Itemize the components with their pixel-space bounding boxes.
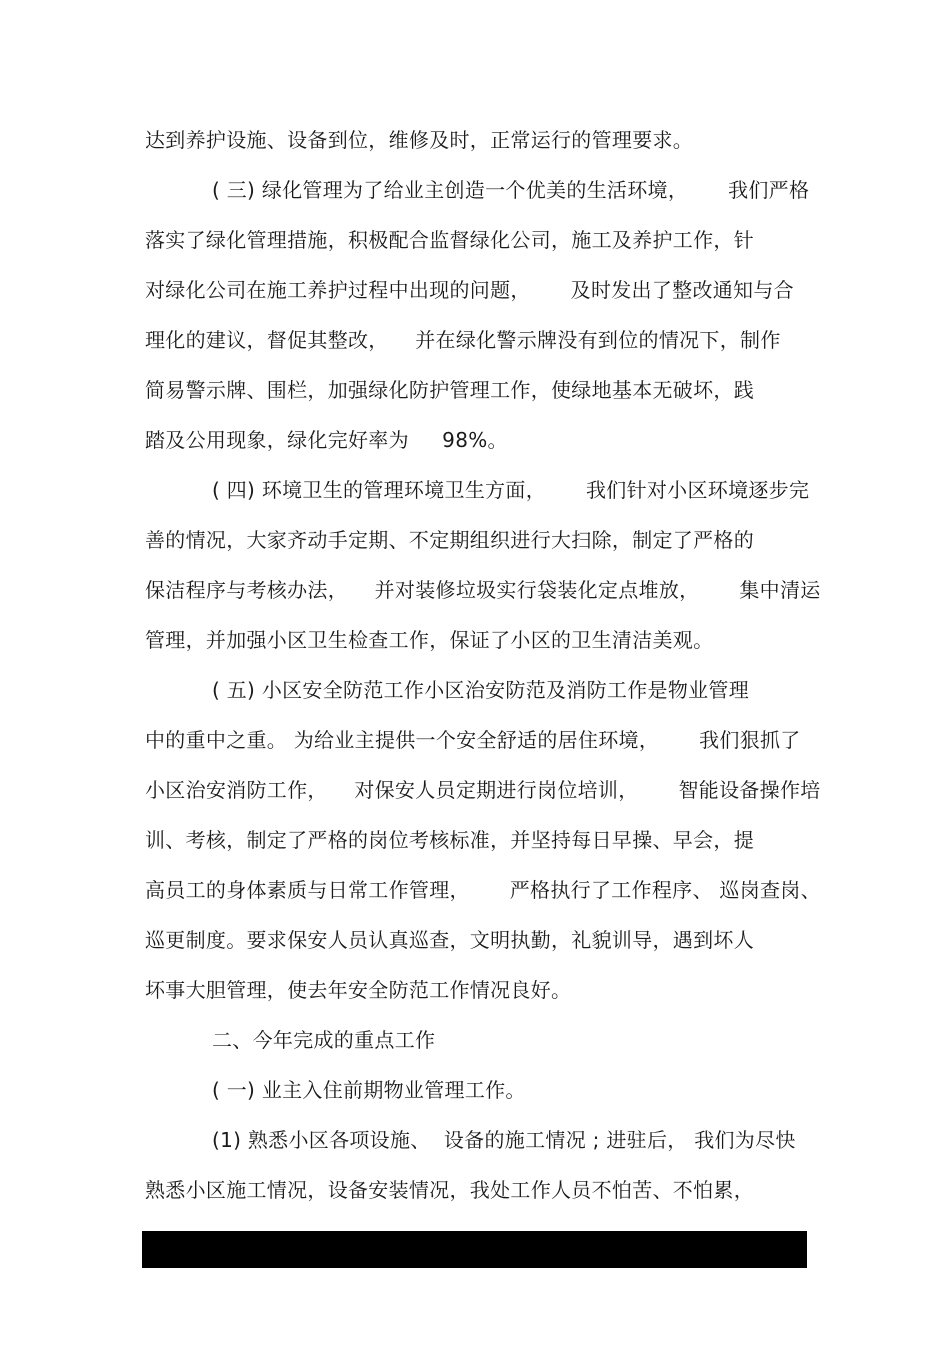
text-line-6: 简易警示牌、围栏，加强绿化防护管理工作，使绿地基本无破坏，践	[145, 378, 754, 402]
text-line-16: 高员工的身体素质与日常工作管理， 严格执行了工作程序、 巡岗查岗、	[145, 878, 821, 902]
text-line-5: 理化的建议，督促其整改， 并在绿化警示牌没有到位的情况下，制作	[145, 328, 781, 352]
text-line-18: 坏事大胆管理，使去年安全防范工作情况良好。	[145, 978, 572, 1002]
text-line-4: 对绿化公司在施工养护过程中出现的问题， 及时发出了整改通知与合	[145, 278, 794, 302]
text-line-10: 保洁程序与考核办法， 并对装修垃圾实行袋装化定点堆放， 集中清运	[145, 578, 821, 602]
text-line-15: 训、考核，制定了严格的岗位考核标准，并坚持每日早操、早会，提	[145, 828, 754, 852]
text-line-1: 达到养护设施、设备到位，维修及时，正常运行的管理要求。	[145, 128, 694, 152]
text-line-21: (1) 熟悉小区各项设施、 设备的施工情况 ; 进驻后， 我们为尽快	[212, 1128, 796, 1152]
text-line-20: ( 一) 业主入住前期物业管理工作。	[212, 1078, 526, 1102]
text-line-17: 巡更制度。要求保安人员认真巡查，文明执勤，礼貌训导，遇到坏人	[145, 928, 754, 952]
text-line-3: 落实了绿化管理措施，积极配合监督绿化公司，施工及养护工作，针	[145, 228, 754, 252]
text-line-11: 管理，并加强小区卫生检查工作，保证了小区的卫生清洁美观。	[145, 628, 714, 652]
text-line-2: ( 三) 绿化管理为了给业主创造一个优美的生活环境， 我们严格	[212, 178, 810, 202]
text-line-22: 熟悉小区施工情况，设备安装情况，我处工作人员不怕苦、不怕累，	[145, 1178, 754, 1202]
text-line-13: 中的重中之重。 为给业主提供一个安全舒适的居住环境， 我们狠抓了	[145, 728, 801, 752]
text-line-8: ( 四) 环境卫生的管理环境卫生方面， 我们针对小区环境逐步完	[212, 478, 810, 502]
text-line-14: 小区治安消防工作， 对保安人员定期进行岗位培训， 智能设备操作培	[145, 778, 821, 802]
text-line-7: 踏及公用现象，绿化完好率为 98%。	[145, 428, 508, 452]
section-heading: 二、今年完成的重点工作	[212, 1028, 436, 1052]
text-line-12: ( 五) 小区安全防范工作小区治安防范及消防工作是物业管理	[212, 678, 750, 702]
footer-bar	[142, 1231, 807, 1268]
text-line-9: 善的情况，大家齐动手定期、不定期组织进行大扫除，制定了严格的	[145, 528, 754, 552]
